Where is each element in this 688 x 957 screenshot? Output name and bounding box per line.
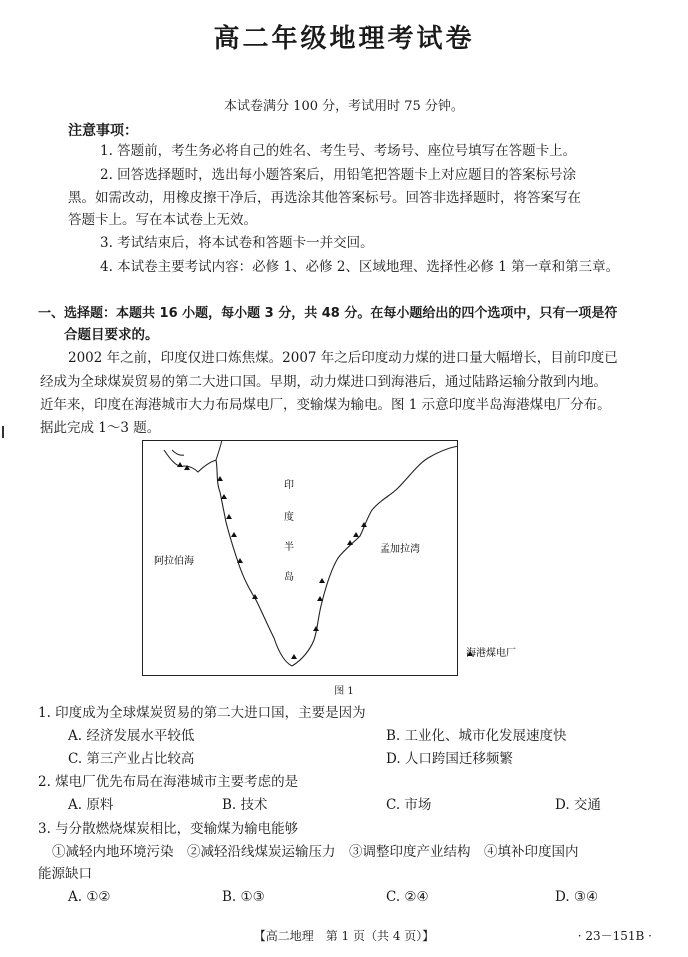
question-3-stem: 3. 与分散燃烧煤炭相比，变输煤为输电能够 xyxy=(38,821,299,837)
india-peninsula-map xyxy=(142,440,516,676)
passage-line-2: 经成为全球煤炭贸易的第二大进口国。早期，动力煤进口到海港后，通过陆路运输分散到内地。 xyxy=(40,374,607,390)
notice-line-5: 3. 考试结束后，将本试卷和答题卡一并交回。 xyxy=(100,235,374,251)
notice-heading: 注意事项： xyxy=(68,123,138,139)
label-arabian-sea: 阿拉伯海 xyxy=(154,556,194,567)
question-3-option-b[interactable]: B. ①③ xyxy=(222,889,265,905)
section-heading-cont: 合题目要求的。 xyxy=(64,327,159,343)
notice-line-2: 2. 回答选择题时，选出每小题答案后，用铅笔把答题卡上对应题目的答案标号涂 xyxy=(100,167,577,183)
question-3-option-c[interactable]: C. ②④ xyxy=(386,889,429,905)
label-peninsula-4: 岛 xyxy=(284,572,294,583)
question-3-option-d[interactable]: D. ③④ xyxy=(555,889,599,905)
notice-line-4: 答题卡上。写在本试卷上无效。 xyxy=(68,212,257,228)
question-3-items: ①减轻内地环境污染 ②减轻沿线煤炭运输压力 ③调整印度产业结构 ④填补印度国内 xyxy=(52,844,579,860)
label-peninsula-1: 印 xyxy=(284,480,294,491)
margin-mark xyxy=(2,426,4,438)
label-bay-of-bengal: 孟加拉湾 xyxy=(380,544,420,555)
exam-info: 本试卷满分 100 分，考试用时 75 分钟。 xyxy=(224,99,464,114)
question-1-option-a[interactable]: A. 经济发展水平较低 xyxy=(68,728,195,744)
label-peninsula-3: 半 xyxy=(284,542,294,553)
question-3-items-cont: 能源缺口 xyxy=(38,866,92,882)
question-2-option-d[interactable]: D. 交通 xyxy=(555,797,601,813)
question-2-option-c[interactable]: C. 市场 xyxy=(386,797,432,813)
figure-caption: 图 1 xyxy=(334,686,354,697)
page-title: 高二年级地理考试卷 xyxy=(213,24,475,54)
notice-line-6: 4. 本试卷主要考试内容：必修 1、必修 2、区域地理、选择性必修 1 第一章和第三章。 xyxy=(100,259,620,275)
question-2-option-b[interactable]: B. 技术 xyxy=(222,797,268,813)
question-1-option-b[interactable]: B. 工业化、城市化发展速度快 xyxy=(386,728,567,744)
legend-label: 海港煤电厂 xyxy=(466,648,516,659)
paper-code: · 23－151B · xyxy=(577,929,652,943)
question-2-stem: 2. 煤电厂优先布局在海港城市主要考虑的是 xyxy=(38,774,299,790)
notice-line-1: 1. 答题前，考生务必将自己的姓名、考生号、考场号、座位号填写在答题卡上。 xyxy=(100,143,577,159)
passage-line-3: 近年来，印度在海港城市大力布局煤电厂，变输煤为输电。图 1 示意印度半岛海港煤电厂分布。 xyxy=(40,397,611,413)
passage-line-1: 2002 年之前，印度仅进口炼焦煤。2007 年之后印度动力煤的进口量大幅增长，目前印度已 xyxy=(68,350,618,366)
page-footer: 【高二地理 第 1 页（共 4 页）】 xyxy=(253,929,435,943)
question-1-option-d[interactable]: D. 人口跨国迁移频繁 xyxy=(386,751,513,767)
question-1-stem: 1. 印度成为全球煤炭贸易的第二大进口国，主要是因为 xyxy=(38,705,366,721)
passage-line-4: 据此完成 1～3 题。 xyxy=(40,420,161,436)
question-3-option-a[interactable]: A. ①② xyxy=(68,889,111,905)
question-2-option-a[interactable]: A. 原料 xyxy=(68,797,114,813)
label-peninsula-2: 度 xyxy=(284,512,294,523)
question-1-option-c[interactable]: C. 第三产业占比较高 xyxy=(68,751,195,767)
section-heading: 一、选择题：本题共 16 小题，每小题 3 分，共 48 分。在每小题给出的四个选项中，只有一项是符 xyxy=(38,306,618,321)
notice-line-3: 黑。如需改动，用橡皮擦干净后，再选涂其他答案标号。回答非选择题时，将答案写在 xyxy=(68,190,581,206)
